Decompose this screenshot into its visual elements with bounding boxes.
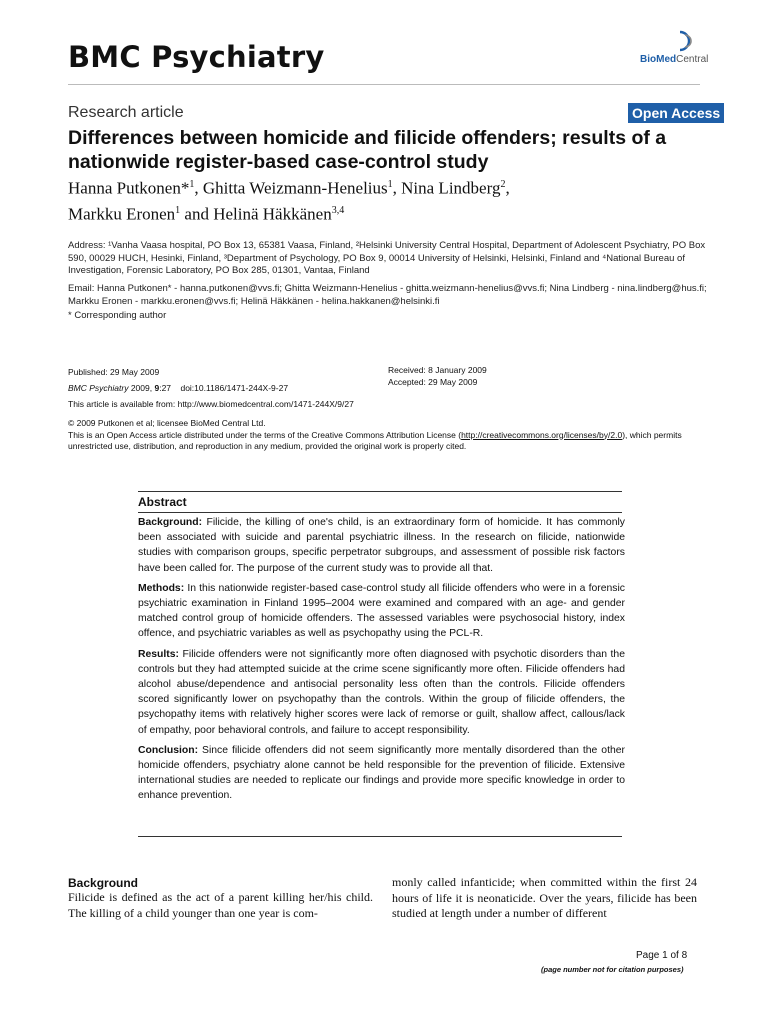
abstract-conclusion bbox=[138, 743, 625, 804]
header-divider bbox=[68, 84, 700, 85]
citation-journal: BMC Psychiatry bbox=[68, 383, 129, 393]
author-emails: Email: Hanna Putkonen* - hanna.putkonen@vvs.fi; Ghitta Weizmann-Henelius - ghitta.weizmann-henelius@vvs.fi; Nina Lindberg - nina.lindberg@hus.fi; Markku Eronen - markku.eronen@vvs.fi; Helinä Häkkänen - helina.hakkanen@helsinki.fi bbox=[68, 283, 707, 307]
article-title: Differences between homicide and filicide offenders; results of a nationwide register-based case-control study bbox=[68, 127, 667, 173]
author-name: Hanna Putkonen* bbox=[68, 178, 190, 198]
received-date: Received: 8 January 2009 bbox=[388, 365, 487, 375]
abstract-methods bbox=[138, 581, 625, 642]
open-access-badge: Open Access bbox=[628, 103, 724, 123]
published-date: Published: 29 May 2009 bbox=[68, 367, 160, 377]
author-affiliation-mark: 1 bbox=[189, 179, 195, 190]
abstract-heading-rule bbox=[138, 512, 622, 513]
page-number: Page 1 of 8 bbox=[636, 950, 688, 961]
author-separator: , bbox=[392, 178, 402, 198]
license-text-a: This is an Open Access article distributed under the terms of the Creative Commons Attribution License ( bbox=[68, 429, 462, 440]
abstract-heading: Abstract bbox=[138, 495, 187, 509]
body-column-2: monly called infanticide; when committed within the first 24 hours of life it is neonaticide. Over the years, filicide has been studied at length under a number of different bbox=[392, 875, 697, 920]
author-separator: , bbox=[194, 178, 203, 198]
author-name: Nina Lindberg bbox=[401, 178, 501, 198]
article-type: Research article bbox=[68, 104, 184, 121]
abstract-background-label: Background: bbox=[138, 517, 203, 528]
corresponding-author-note: * Corresponding author bbox=[68, 310, 167, 321]
author-affiliation-mark: 1 bbox=[175, 204, 181, 216]
logo-central-text: Central bbox=[676, 54, 709, 65]
author-affiliation-mark: 2 bbox=[500, 179, 506, 190]
license-link[interactable]: http://creativecommons.org/licenses/by/2.0 bbox=[461, 429, 623, 440]
citation-year: 2009, bbox=[128, 383, 155, 393]
abstract-conclusion-text: Since filicide offenders did not seem significantly more mentally disordered than the other homicide offenders, psychiatry alone cannot be held responsible for the prevention of filicide. Extensive international studies are needed to replicate our findings and provide more specific knowledge in order to enhance prevention. bbox=[138, 744, 625, 802]
article-url: This article is available from: http://www.biomedcentral.com/1471-244X/9/27 bbox=[68, 399, 354, 409]
abstract-background bbox=[138, 515, 625, 576]
abstract-methods-text: In this nationwide register-based case-control study all filicide offenders who were in a forensic psychiatric examination in Finland 1995–2004 were examined and compared with an age- and gender matched control group of homicide offenders. The assessed variables were psychosocial history, index offence, and psychiatric variables as well as psychopathy using the PCL-R. bbox=[138, 582, 625, 640]
abstract-results bbox=[138, 647, 625, 738]
author-separator: and bbox=[180, 204, 214, 224]
author-affiliation-mark: 3,4 bbox=[331, 204, 345, 216]
citation-doi: :27 doi:10.1186/1471-244X-9-27 bbox=[159, 383, 289, 393]
abstract-bottom-rule bbox=[138, 836, 622, 837]
logo-biomed-text: BioMed bbox=[640, 54, 677, 65]
publication-info bbox=[68, 364, 388, 412]
abstract-background-text: Filicide, the killing of one's child, is an extraordinary form of homicide. It has commonly been associated with suicide and parental psychiatric illness. In the research on filicide, nationwide studies with comparison groups, specific perpetrator subgroups, and assessment of possible risk factors have been called for. The purpose of the current study was to provide all that. bbox=[138, 517, 625, 574]
journal-title: BMC Psychiatry bbox=[68, 40, 325, 74]
license-text bbox=[68, 430, 708, 453]
author-list bbox=[68, 174, 708, 225]
author-line-2 bbox=[68, 200, 708, 226]
accepted-date: Accepted: 29 May 2009 bbox=[388, 377, 478, 387]
copyright-line: © 2009 Putkonen et al; licensee BioMed Central Ltd. bbox=[68, 418, 266, 428]
abstract-results-text: Filicide offenders were not significantly more often diagnosed with psychotic disorders than the controls but they had attempted suicide at the crime scene significantly more often. Filicide offenders had alcohol abuse/dependence and antisocial personality less often than the controls. Filicide offenders scored significantly lower on psychopathy than the controls. Within the group of filicide offenders, the psychopathy items with relatively higher scores were lack of remorse or guilt, shallow affect, callous/lack of empathy, poor behavioral controls, and failure to accept responsibility. bbox=[138, 648, 625, 736]
abstract-conclusion-label: Conclusion: bbox=[138, 744, 199, 756]
author-affiliation-mark: 1 bbox=[387, 179, 393, 190]
author-name: Markku Eronen bbox=[68, 204, 176, 224]
abstract-top-rule bbox=[138, 491, 622, 492]
received-accepted bbox=[388, 364, 708, 388]
author-separator: , bbox=[505, 178, 510, 198]
body-column-1: Filicide is defined as the act of a parent killing her/his child. The killing of a child younger than one year is com- bbox=[68, 890, 373, 920]
biomed-central-logo bbox=[640, 30, 709, 70]
section-heading-background: Background bbox=[68, 876, 139, 890]
license-text-b: ), which permits unrestricted use, distribution, and reproduction in any medium, provided the original work is properly cited. bbox=[68, 429, 682, 451]
abstract-methods-label: Methods: bbox=[138, 582, 185, 594]
abstract-body bbox=[138, 515, 625, 809]
page-number-note: (page number not for citation purposes) bbox=[541, 965, 684, 974]
author-name: Ghitta Weizmann-Henelius bbox=[202, 178, 388, 198]
citation-volume: 9 bbox=[154, 383, 160, 393]
author-line-1 bbox=[68, 174, 708, 200]
citation bbox=[68, 380, 388, 396]
copyright-notice bbox=[68, 418, 708, 453]
abstract-results-label: Results: bbox=[138, 648, 179, 660]
affiliations: Address: ¹Vanha Vaasa hospital, PO Box 13, 65381 Vaasa, Finland, ²Helsinki University Central Hospital, Department of Adolescent Psychiatry, PO Box 590, 00029 HUCH, Hesinki, Finland, ³Department of Psychology, PO Box 9, 00014 University of Helsinki, Helsinki, Finland and ⁴National Bureau of Investigation, Forensic Laboratory, PO Box 285, 01301, Vantaa, Finland bbox=[68, 240, 706, 276]
author-name: Helinä Häkkänen bbox=[213, 204, 332, 224]
biomed-logo-icon bbox=[672, 30, 694, 52]
